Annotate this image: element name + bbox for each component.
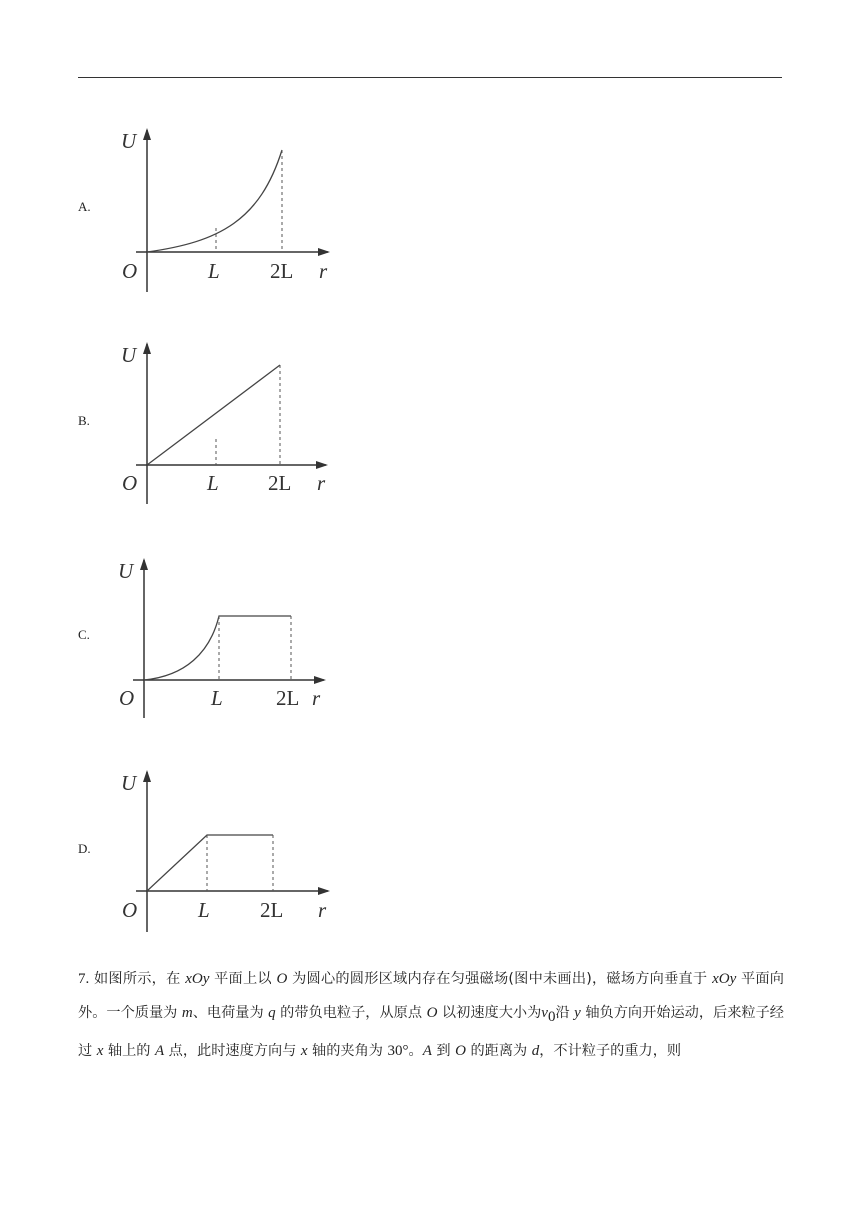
origin-label: O: [122, 898, 138, 922]
text-run: 轴上的: [103, 1042, 155, 1059]
curve-parabola-then-flat: [144, 616, 291, 680]
var-v: v: [541, 1005, 548, 1021]
var-o: O: [426, 1005, 438, 1021]
tick-l-label: L: [207, 471, 219, 495]
var-x: x: [300, 1042, 308, 1059]
x-axis-arrow: [316, 461, 328, 469]
text-run: 以初速度大小为: [437, 1005, 542, 1021]
x-axis-label: r: [319, 259, 328, 283]
text-run: 点，此时速度方向与: [164, 1042, 301, 1059]
y-axis-label: U: [121, 129, 137, 153]
curve-parabola: [147, 150, 282, 252]
y-axis-label: U: [121, 771, 137, 795]
angle-value: 30°: [387, 1042, 409, 1059]
y-axis-arrow: [143, 770, 151, 782]
origin-label: O: [122, 471, 138, 495]
option-a-label[interactable]: A.: [78, 199, 91, 214]
tick-l-label: L: [208, 259, 220, 283]
y-axis-arrow: [143, 128, 151, 140]
var-a: A: [154, 1042, 165, 1059]
option-d-graph[interactable]: [110, 762, 340, 952]
text-run: 轴负方向开始运动，后来粒子经过: [78, 1005, 784, 1059]
tick-2l-label: 2L: [270, 259, 294, 283]
var-d: d: [531, 1042, 540, 1059]
y-axis-arrow: [143, 342, 151, 354]
tick-2l-label: 2L: [276, 686, 300, 710]
var-m: m: [181, 1005, 193, 1021]
var-xoy: xOy: [185, 971, 210, 987]
tick-l-label: L: [211, 686, 223, 710]
option-b-graph[interactable]: [110, 334, 340, 524]
x-axis-arrow: [318, 248, 330, 256]
text-run: 的距离为: [465, 1042, 532, 1059]
var-v-subscript: 0: [547, 1008, 556, 1025]
option-a-graph[interactable]: [110, 120, 340, 310]
x-axis-label: r: [312, 686, 321, 710]
origin-label: O: [119, 686, 135, 710]
option-d-label[interactable]: D.: [78, 841, 91, 856]
y-axis-label: U: [121, 343, 137, 367]
text-run: 平面向外。一个质量为: [78, 971, 784, 1021]
option-b-label[interactable]: B.: [78, 413, 90, 428]
text-run: 如图所示，在: [89, 971, 186, 987]
text-run: 。: [408, 1042, 423, 1059]
text-run: 的带负电粒子，从原点: [275, 1005, 427, 1021]
text-run: 沿: [555, 1005, 575, 1021]
text-run: 为圆心的圆形区域内存在匀强磁场(图中未画出)，磁场方向垂直于: [287, 971, 713, 987]
option-c-label[interactable]: C.: [78, 627, 90, 642]
text-run: 轴的夹角为: [307, 1042, 388, 1059]
tick-l-label: L: [198, 898, 210, 922]
y-axis-label: U: [118, 559, 134, 583]
x-axis-label: r: [318, 898, 327, 922]
var-a: A: [422, 1042, 432, 1059]
var-x: x: [96, 1042, 104, 1059]
header-rule: [78, 77, 782, 78]
var-q: q: [268, 1005, 276, 1021]
curve-line: [147, 365, 280, 465]
var-o: O: [276, 971, 288, 987]
y-axis-arrow: [140, 558, 148, 570]
question-number: 7.: [78, 971, 90, 987]
question-7-text: [78, 962, 784, 1068]
var-y: y: [574, 1005, 581, 1021]
text-run: 到: [431, 1042, 456, 1059]
x-axis-label: r: [317, 471, 326, 495]
origin-label: O: [122, 259, 138, 283]
x-axis-arrow: [314, 676, 326, 684]
tick-2l-label: 2L: [260, 898, 284, 922]
option-c-graph[interactable]: [110, 548, 340, 738]
tick-2l-label: 2L: [268, 471, 292, 495]
var-o: O: [455, 1042, 466, 1059]
var-xoy: xOy: [712, 971, 737, 987]
text-run: ，不计粒子的重力，则: [539, 1042, 682, 1059]
text-run: 、电荷量为: [192, 1005, 269, 1021]
x-axis-arrow: [318, 887, 330, 895]
curve-line-then-flat: [147, 835, 273, 891]
text-run: 平面上以: [209, 971, 277, 987]
